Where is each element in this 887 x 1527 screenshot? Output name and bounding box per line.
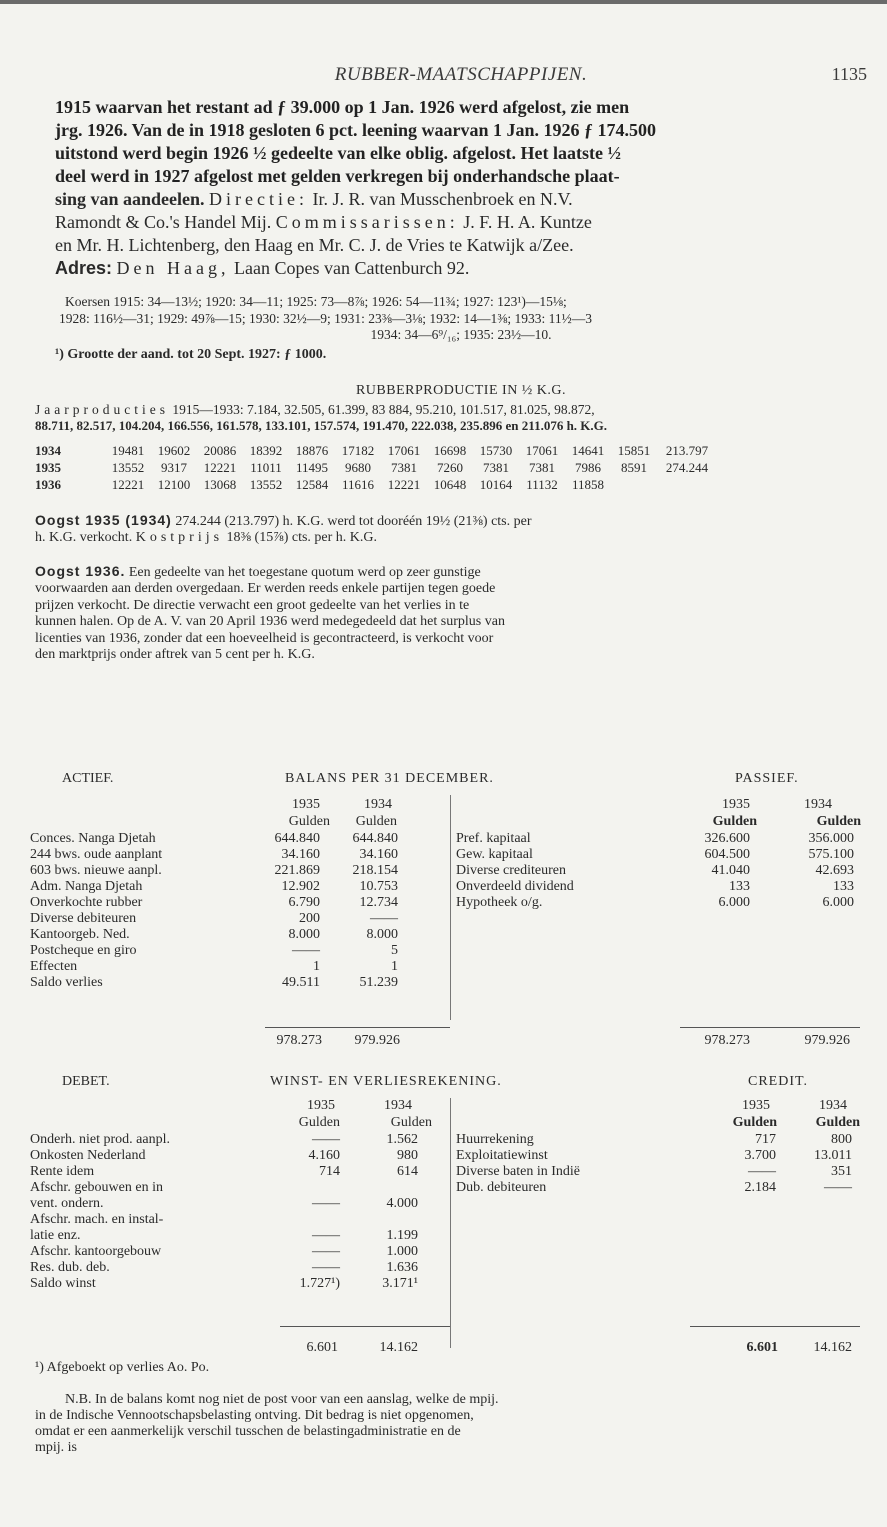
actief-label: Effecten [30,959,78,974]
actief-heading: ACTIEF. [62,771,114,786]
actief-value-a: 34.160 [281,847,320,862]
productie-month-value: 12584 [295,477,329,492]
debet-label: Saldo winst [30,1276,96,1291]
column-divider [450,795,451,1020]
actief-value-b: 51.239 [359,975,398,990]
adres-label: Adres: [55,258,113,278]
passief-value-a: 6.000 [718,895,750,910]
actief-label: Adm. Nanga Djetah [30,879,143,894]
credit-value-b: 13.011 [814,1148,852,1163]
actief-value-b: 34.160 [359,847,398,862]
productie-month-value: 15851 [617,443,651,458]
productie-month-value: 16698 [433,443,467,458]
debet-value-a: 714 [319,1164,340,1179]
productie-total: 213.797 [665,443,709,458]
productie-month-value: 9680 [345,460,371,475]
unit-label: Gulden [815,1115,860,1130]
debet-value-a: —— [312,1244,340,1259]
productie-total: 274.244 [665,460,709,475]
total-rule [690,1326,860,1327]
jaarproducties-values: 1915—1933: 7.184, 32.505, 61.399, 83 884, 95.210, 101.517, 81.025, 98.872, [172,401,595,417]
actief-label: Saldo verlies [30,975,103,990]
productie-month-value: 19481 [111,443,145,458]
productie-month-value: 13552 [249,477,283,492]
total-value: 6.601 [306,1340,338,1355]
actief-value-b: —— [370,911,398,926]
debet-value-b: 1.000 [386,1244,418,1259]
actief-value-b: 5 [391,943,398,958]
oogst-1936-line: voorwaarden aan derden overgedaan. Er werden reeds enkele partijen tegen goede [35,581,496,596]
commissarissen-line [55,211,867,234]
productie-month-value: 11132 [526,477,558,492]
productie-month-value: 11495 [295,460,329,475]
passief-value-a: 326.600 [704,831,750,846]
productie-year: 1935 [35,460,61,475]
nb-section [35,1392,867,1456]
credit-value-a: 3.700 [744,1148,776,1163]
debet-label: Afschr. gebouwen en in [30,1180,163,1195]
adres-line [55,257,867,280]
intro-text: sing van aandeelen. [55,189,205,209]
productie-month-value: 17061 [525,443,559,458]
koersen-footnote: ¹) Grootte der aand. tot 20 Sept. 1927: ƒ 1000. [55,346,327,362]
productie-month-value: 12221 [203,460,237,475]
productie-month-value: 9317 [161,460,187,475]
jaarproducties-line [35,402,867,419]
intro-line: jrg. 1926. Van de in 1918 gesloten 6 pct. leening waarvan 1 Jan. 1926 ƒ 174.500 [55,120,657,140]
credit-value-a: —— [748,1164,776,1179]
actief-value-a: 6.790 [288,895,320,910]
passief-value-b: 42.693 [815,863,854,878]
oogst-1936-label: Oogst 1936. [35,562,126,579]
credit-label: Dub. debiteuren [456,1180,547,1195]
nb-line: N.B. In de balans komt nog niet de post voor van een aanslag, welke de mpij. [65,1392,499,1407]
credit-value-b: 351 [831,1164,852,1179]
debet-value-a: —— [312,1228,340,1243]
kostprijs-label: Kostprijs [135,530,224,545]
credit-value-b: 800 [831,1132,852,1147]
year-label: 1934 [384,1098,412,1113]
unit-label: Gulden [355,814,397,829]
total-value: 979.926 [804,1033,850,1048]
productie-month-value: 11858 [571,477,605,492]
total-rule [280,1326,450,1327]
page-title: RUBBER-MAATSCHAPPIJEN. [334,64,588,85]
year-label: 1935 [722,797,750,812]
oogst-1936-line: kunnen halen. Op de A. V. van 20 April 1936 werd medegedeeld dat het surplus van [35,614,505,629]
productie-month-value: 17061 [387,443,421,458]
debet-value-b: 4.000 [386,1196,418,1211]
commissarissen-label: Commissarissen: [275,212,459,232]
year-label: 1935 [742,1098,770,1113]
koersen-section [55,294,867,363]
passief-label: Hypotheek o/g. [456,895,543,910]
productie-month-value: 10648 [433,477,467,492]
actief-label: 244 bws. oude aanplant [30,847,163,862]
commissarissen-names: J. F. H. A. Kuntze [463,212,592,232]
oogst-1935-text: 274.244 (213.797) h. K.G. werd tot dooréén 19½ (21⅜) cts. per [175,513,532,529]
actief-value-b: 1 [391,959,398,974]
actief-value-b: 644.840 [352,831,398,846]
productie-row [35,477,717,494]
actief-value-a: 1 [313,959,320,974]
passief-value-b: 6.000 [822,895,854,910]
year-label: 1935 [307,1098,335,1113]
intro-section [55,96,867,280]
year-label: 1934 [819,1098,847,1113]
debet-value-b: 1.199 [386,1228,418,1243]
debet-label: Res. dub. deb. [30,1260,110,1275]
year-label: 1934 [364,797,392,812]
passief-value-b: 356.000 [808,831,854,846]
productie-table [35,443,717,494]
nb-line: mpij. is [35,1440,78,1455]
page-top-edge [0,0,887,4]
productie-month-value: 12100 [157,477,191,492]
productie-total [657,477,717,494]
passief-value-a: 41.040 [711,863,750,878]
actief-label: Onverkochte rubber [30,895,143,910]
total-value: 978.273 [704,1033,750,1048]
intro-line: en Mr. H. Lichtenberg, den Haag en Mr. C. J. de Vries te Katwijk a/Zee. [55,235,574,255]
productie-month-value: 7986 [575,460,601,475]
koersen-line: 1934: 34—6⁹/₁₆; 1935: 23½—10. [370,327,552,342]
running-header [55,60,867,90]
productie-month-value: 19602 [157,443,191,458]
adres-street: Laan Copes van Cattenburch 92. [233,258,470,278]
intro-line: deel werd in 1927 afgelost met gelden verkregen bij onderhandsche plaat- [55,166,620,186]
oogst-1935-label: Oogst 1935 (1934) [35,511,172,528]
productie-month-value: 13068 [203,477,237,492]
oogst-1935-text: h. K.G. verkocht. [35,530,133,545]
passief-label: Gew. kapitaal [456,847,533,862]
debet-value-a: —— [312,1196,340,1211]
productie-month-value: 10164 [479,477,513,492]
jaarproducties-label: Jaarproducties [35,401,169,417]
productie-month-value: 12221 [111,477,145,492]
debet-label: Afschr. mach. en instal- [30,1212,164,1227]
year-label: 1935 [292,797,320,812]
actief-label: Postcheque en giro [30,943,137,958]
actief-label: Kantoorgeb. Ned. [30,927,130,942]
unit-label: Gulden [816,814,861,829]
productie-month-value: 11011 [250,460,282,475]
debet-value-a: —— [312,1132,340,1147]
credit-value-a: 2.184 [744,1180,776,1195]
actief-label: 603 bws. nieuwe aanpl. [30,863,162,878]
debet-label: Afschr. kantoorgebouw [30,1244,162,1259]
credit-value-b: —— [824,1180,852,1195]
actief-value-a: 221.869 [274,863,320,878]
balans-table [0,765,887,1055]
oogst-1935-section [35,512,867,547]
actief-value-b: 10.753 [359,879,398,894]
total-rule [265,1027,450,1028]
productie-month-value: 8591 [621,460,647,475]
productie-year: 1934 [35,443,61,458]
oogst-1936-line: den marktprijs onder aftrek van 5 cent per h. K.G. [35,647,315,662]
passief-value-b: 133 [833,879,854,894]
page [35,60,867,664]
debet-value-a: 4.160 [308,1148,340,1163]
debet-value-b: 614 [397,1164,418,1179]
productie-month-value: 7381 [391,460,417,475]
productie-month-value: 13552 [111,460,145,475]
koersen-line: Koersen 1915: 34—13½; 1920: 34—11; 1925: 73—8⅞; 1926: 54—11¾; 1927: 123¹)—15⅛; [65,294,567,309]
passief-heading: PASSIEF. [735,771,799,786]
actief-value-b: 218.154 [352,863,398,878]
winst-footnote: ¹) Afgeboekt op verlies Ao. Po. [35,1360,210,1375]
debet-label: Rente idem [30,1164,95,1179]
total-value: 6.601 [746,1340,778,1355]
productie-month-value: 18876 [295,443,329,458]
adres-city: Den Haag, [116,258,230,278]
actief-label: Diverse debiteuren [30,911,137,926]
productie-title: RUBBERPRODUCTIE IN ½ K.G. [355,383,567,398]
jaarproducties-values: 88.711, 82.517, 104.204, 166.556, 161.578, 133.101, 157.574, 191.470, 222.038, 235.896 en 211.076 h. K.G. [35,418,608,433]
unit-label: Gulden [732,1115,777,1130]
page-number: 1135 [831,64,867,84]
credit-value-a: 717 [755,1132,776,1147]
productie-year: 1936 [35,477,61,492]
unit-label: Gulden [390,1115,432,1130]
productie-row [35,460,717,477]
passief-label: Diverse crediteuren [456,863,566,878]
unit-label: Gulden [712,814,757,829]
passief-value-a: 133 [729,879,750,894]
actief-label: Conces. Nanga Djetah [30,831,156,846]
debet-heading: DEBET. [62,1074,110,1089]
balans-heading: BALANS PER 31 DECEMBER. [285,771,494,786]
winst-heading: WINST- EN VERLIESREKENING. [270,1074,502,1089]
actief-value-a: —— [292,943,320,958]
intro-text: Ramondt & Co.'s Handel Mij. [55,212,272,232]
oogst-1936-line [35,563,867,582]
column-divider [450,1098,451,1348]
passief-value-a: 604.500 [704,847,750,862]
directie-names: Ir. J. R. van Musschenbroek en N.V. [312,189,573,209]
productie-month-value: 17182 [341,443,375,458]
credit-label: Exploitatiewinst [456,1148,548,1163]
oogst-1936-line: licenties van 1936, zonder dat een hoeveelheid is gecontracteerd, is verkocht voor [35,630,494,646]
nb-line: omdat er een aanmerkelijk verschil tusschen de belastingadministratie en de [35,1424,461,1439]
productie-month-value: 7381 [529,460,555,475]
productie-row [35,443,717,460]
debet-label: latie enz. [30,1228,81,1243]
debet-value-a: —— [312,1260,340,1275]
productie-month-value: 11616 [341,477,375,492]
debet-value-b: 1.562 [386,1132,418,1147]
year-label: 1934 [804,797,832,812]
debet-label: Onderh. niet prod. aanpl. [30,1132,170,1147]
passief-label: Pref. kapitaal [456,831,531,846]
actief-value-a: 644.840 [274,831,320,846]
credit-label: Huurrekening [456,1132,534,1147]
productie-month-value: 14641 [571,443,605,458]
unit-label: Gulden [288,814,330,829]
debet-value-b: 1.636 [386,1260,418,1275]
unit-label: Gulden [298,1115,340,1130]
productie-month-value: 20086 [203,443,237,458]
oogst-1936-section [35,563,867,664]
oogst-1935-text: 18⅜ (15⅞) cts. per h. K.G. [226,530,378,545]
nb-line: in de Indische Vennootschapsbelasting ontving. Dit bedrag is niet opgenomen, [35,1408,474,1423]
intro-line: 1915 waarvan het restant ad ƒ 39.000 op 1 Jan. 1926 werd afgelost, zie men [55,97,630,117]
total-value: 979.926 [354,1033,400,1048]
actief-value-b: 12.734 [359,895,398,910]
productie-month-value: 12221 [387,477,421,492]
debet-value-a: 1.727¹) [299,1276,340,1291]
actief-value-a: 8.000 [288,927,320,942]
directie-line [55,188,867,211]
directie-label: Directie: [209,189,308,209]
total-value: 978.273 [276,1033,322,1048]
koersen-line: 1928: 116½—31; 1929: 49⅞—15; 1930: 32½—9; 1931: 23⅜—3⅛; 1932: 14—1⅜; 1933: 11½—3 [59,310,593,326]
oogst-1935-line [35,530,867,547]
productie-month-value: 7381 [483,460,509,475]
passief-value-b: 575.100 [808,847,854,862]
passief-label: Onverdeeld dividend [456,879,574,894]
actief-value-b: 8.000 [366,927,398,942]
debet-label: vent. ondern. [30,1196,104,1211]
productie-month-value: 7260 [437,460,463,475]
actief-value-a: 12.902 [281,879,320,894]
oogst-1935-line [35,512,867,531]
total-value: 14.162 [813,1340,852,1355]
debet-value-b: 980 [397,1148,418,1163]
productie-month-value: 15730 [479,443,513,458]
oogst-1936-text: Een gedeelte van het toegestane quotum werd op zeer gunstige [128,564,481,580]
credit-heading: CREDIT. [748,1074,809,1089]
productie-section [35,383,867,494]
credit-label: Diverse baten in Indië [456,1164,581,1179]
productie-month-value [611,477,657,494]
intro-line: uitstond werd begin 1926 ½ gedeelte van elke oblig. afgelost. Het laatste ½ [55,143,621,163]
total-rule [680,1027,860,1028]
winst-verlies-table [0,1068,887,1388]
oogst-1936-line: prijzen verkocht. De directie verwacht een groot gedeelte van het verlies in te [35,597,470,613]
debet-label: Onkosten Nederland [30,1148,146,1163]
productie-month-value: 18392 [249,443,283,458]
actief-value-a: 200 [299,911,320,926]
total-value: 14.162 [379,1340,418,1355]
debet-value-b: 3.171¹ [382,1276,418,1291]
actief-value-a: 49.511 [282,975,320,990]
